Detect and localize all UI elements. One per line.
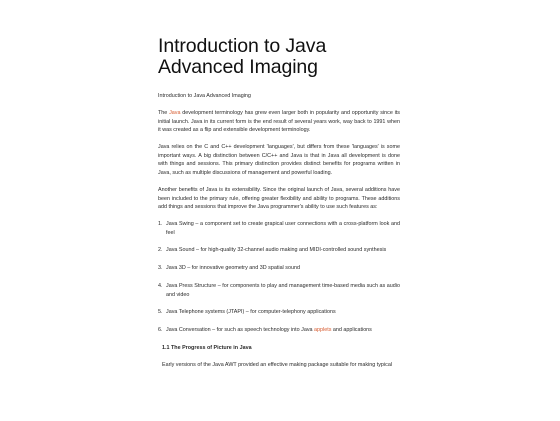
title-line-2: Advanced Imaging: [158, 56, 318, 78]
list-item-text: Java Press Structure – for components to play and management time-based media such as audio and video: [166, 283, 400, 298]
list-item-text-pre: Java Conversation – for such as speech technology into Java: [166, 327, 315, 334]
list-item-text: Java Sound – for high-quality 32-channel audio making and MIDI-controlled sound synthesis: [166, 247, 387, 254]
list-item: [158, 220, 400, 237]
paragraph-1: [158, 109, 400, 135]
list-item-text: Java 3D – for innovative geometry and 3D spatial sound: [166, 265, 300, 272]
list-item-text: Java Swing – a component set to create grapical user connections with a cross-platform look and feel: [166, 221, 400, 236]
list-item-number: 5.: [158, 309, 163, 316]
list-item: [158, 326, 400, 335]
paragraph-1-pre: The: [158, 109, 170, 116]
document-body: [158, 92, 400, 378]
list-item-number: 2.: [158, 247, 163, 254]
paragraph-2: Java relies on the C and C++ development 'languages', but differs from these 'languages' is some important ways. A big distinction between C/C++ and Java is that in Java all development is done with things and sessions. This primary distinction provides distinct benefits for programs written in Java, such as multiple discussions of management and powerful loading.: [158, 144, 400, 176]
section-heading: 1.1 The Progress of Picture in Java: [162, 344, 252, 351]
list-item-number: 6.: [158, 327, 163, 334]
paragraph-1-post: development terminology has grew even larger both in popularity and opportunity since its initial launch. Java in its current form is the end result of several years work, way back to 1991 when it was created as a flip and extensible development terminology.: [158, 109, 400, 134]
list-item: [158, 246, 400, 255]
list-item: [158, 282, 400, 299]
list-item: [158, 264, 400, 273]
list-item-number: 1.: [158, 221, 163, 228]
list-item-text-post: and applications: [331, 327, 372, 334]
applets-link[interactable]: applets: [314, 327, 332, 334]
small-heading: Introduction to Java Advanced Imaging: [158, 93, 251, 99]
paragraph-4: Early versions of the Java AWT provided an effective making package suitable for making typical: [162, 361, 393, 368]
features-list: [158, 220, 400, 335]
list-item: [158, 308, 400, 317]
java-link[interactable]: Java: [169, 109, 181, 116]
list-item-number: 4.: [158, 283, 163, 290]
title-line-1: Introduction to Java: [158, 35, 327, 57]
list-item-text: Java Telephone systems (JTAPI) – for computer-telephony applications: [166, 309, 336, 316]
page-title: [158, 36, 326, 78]
paragraph-3: Another benefits of Java is its extensibility. Since the original launch of Java, several additions have been included to the primary rule, offering greater flexibility and ability to programs. These additions add things and sessions that improve the Java programmer's ability to use such features as:: [158, 186, 400, 211]
list-item-number: 3.: [158, 265, 163, 272]
